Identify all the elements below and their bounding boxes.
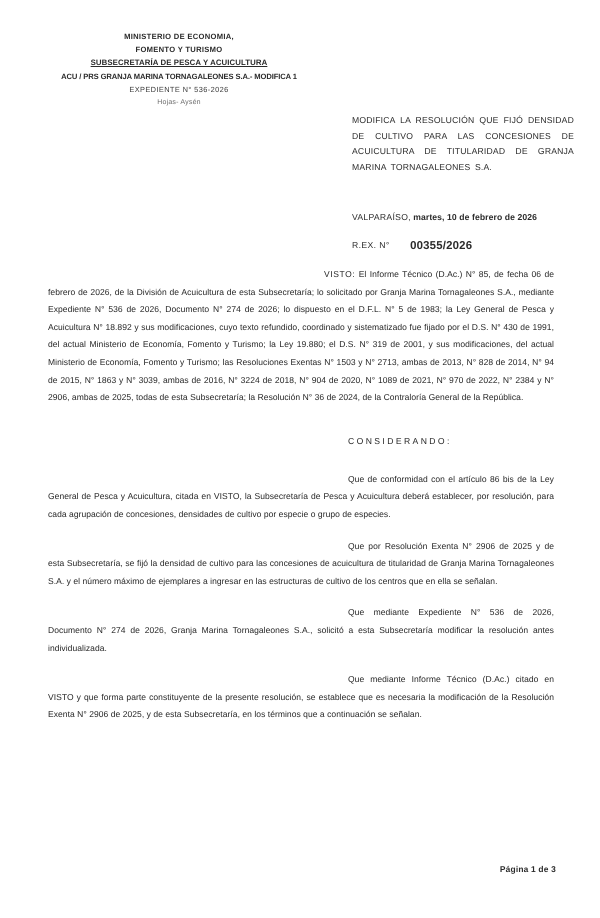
considerando-paragraph-4: Que mediante Informe Técnico (D.Ac.) citado en VISTO y que forma parte constituyente de la presente resolución, se establece que es necesaria la modificación de la Resolución Exenta N° 2906 de 2025, y de esta Subsecretaría, en los términos que a continuación se señalan. [48,674,554,720]
visto-keyword: VISTO: [324,269,356,279]
ministry-name-line-2: FOMENTO Y TURISMO [135,45,223,55]
page-number-footer: Página 1 de 3 [499,864,556,874]
considerando-paragraph-3: Que mediante Expediente N° 536 de 2026, Documento N° 274 de 2026, Granja Marina Tornagaleones S.A., solicitó a esta Subsecretaría modificar la resolución antes individualizada. [48,607,554,653]
expediente-number: EXPEDIENTE N° 536-2026 [129,84,229,94]
document-body [48,266,554,738]
visto-paragraph [48,266,554,407]
considerando-heading: CONSIDERANDO: [348,435,452,446]
resolution-title: MODIFICA LA RESOLUCIÓN QUE FIJÓ DENSIDAD DE CULTIVO PARA LAS CONCESIONES DE ACUICULTURA DE TITULARIDAD DE GRANJA MARINA TORNAGALEONES S.A. [352,115,574,172]
letterhead [48,30,310,109]
place-name: VALPARAÍSO, [352,212,411,222]
place-and-date [352,210,582,224]
resolution-number-block [352,238,582,253]
resolution-number-value: 00355/2026 [410,239,473,252]
subsecretaria-name: SUBSECRETARÍA DE PESCA Y ACUICULTURA [90,58,268,68]
reference-code: ACU / PRS GRANJA MARINA TORNAGALEONES S.A.- MODIFICA 1 [61,71,297,81]
resolution-number-label: R.EX. N° [352,240,390,250]
visto-text: El Informe Técnico (D.Ac.) N° 85, de fecha 06 de febrero de 2026, de la División de Acuicultura de esta Subsecretaría; lo solicitado por Granja Marina Tornagaleones S.A., mediante Expediente N° 536 de 2026, Documento N° 274 de 2026; lo dispuesto en el D.F.L. N° 5 de 1983; la Ley General de Pesca y Acuicultura N° 18.892 y sus modificaciones, cuyo texto refundido, coordinado y sistematizado fue fijado por el D.S. N° 430 de 1991, del actual Ministerio de Economía, Fomento y Turismo; la Ley 19.880; el D.S. N° 319 de 2001, y sus modificaciones, del actual Ministerio de Economía, Fomento y Turismo; las Resoluciones Exentas N° 1503 y N° 2713, ambas de 2013, N° 828 de 2014, N° 94 de 2015, N° 1863 y N° 3039, ambas de 2016, N° 3224 de 2018, N° 904 de 2020, N° 1089 de 2021, N° 970 de 2022, N° 2384 y N° 2906, ambas de 2025, todas de esta Subsecretaría; la Resolución N° 36 de 2024, de la Contraloría General de la República. [48,269,554,403]
ministry-name-line-1: MINISTERIO DE ECONOMIA, [124,32,234,41]
considerando-paragraph-2: Que por Resolución Exenta N° 2906 de 2025 y de esta Subsecretaría, se fijó la densidad de cultivo para las concesiones de acuicultura de titularidad de Granja Marina Tornagaleones S.A. y el número máximo de ejemplares a ingresar en las estructuras de cultivo de los centros que en ella se señalan. [48,540,554,586]
considerando-paragraph-1: Que de conformidad con el artículo 86 bis de la Ley General de Pesca y Acuicultura, citada en VISTO, la Subsecretaría de Pesca y Acuicultura deberá establecer, por resolución, para cada agrupación de concesiones, densidades de cultivo por especie o grupo de especies. [48,473,554,519]
issue-date: martes, 10 de febrero de 2026 [413,212,538,222]
hoja-label: Hojas- Aysén [157,99,201,107]
